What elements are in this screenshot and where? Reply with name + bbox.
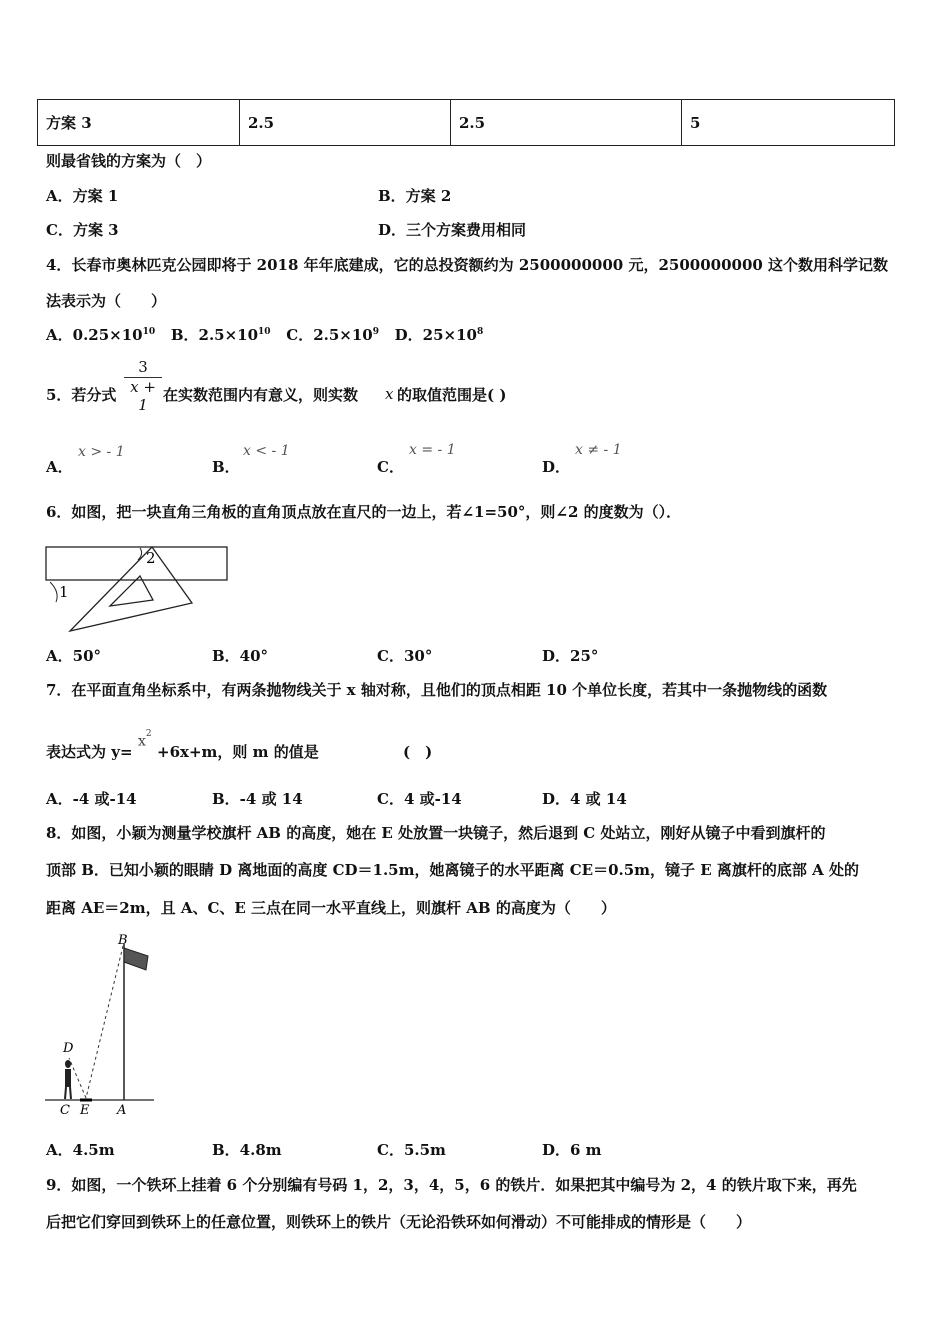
person-leg bbox=[70, 1087, 71, 1099]
q8-option-c: C．5.5m bbox=[377, 1141, 446, 1159]
q4-option-d: D．$25\times 10^8$ bbox=[394, 326, 484, 344]
table-cell: 2.5 bbox=[240, 100, 451, 146]
angle-1-label: 1 bbox=[59, 583, 69, 601]
q7-option-b: B．-4 或 14 bbox=[212, 790, 303, 808]
q5-numerator: 3 bbox=[124, 358, 162, 378]
label-e: E bbox=[80, 1103, 90, 1118]
q4-options bbox=[46, 324, 483, 345]
label-b: B bbox=[118, 933, 128, 948]
q7-option-d: D．4 或 14 bbox=[542, 790, 627, 808]
label-d: D bbox=[63, 1041, 74, 1056]
q6-question: 6．如图，把一块直角三角板的直角顶点放在直尺的一边上，若∠1=50°，则∠2 的度数为（）． bbox=[46, 503, 682, 521]
q8-line-2: 顶部 B．已知小颖的眼睛 D 离地面的高度 CD＝1.5m，她离镜子的水平距离 CE＝0.5m，镜子 E 离旗杆的底部 A 处的 bbox=[46, 861, 860, 879]
q5-denominator: x + 1 bbox=[130, 378, 156, 414]
q5-variable: x bbox=[385, 385, 394, 403]
label-a: A bbox=[117, 1103, 127, 1118]
q5-option-b-expr: x < - 1 bbox=[243, 443, 290, 459]
q5-option-d-expr: x ≠ - 1 bbox=[575, 442, 622, 458]
q6-option-c: C．30° bbox=[377, 647, 433, 665]
q7-option-c: C．4 或-14 bbox=[377, 790, 462, 808]
q3-option-b: B．方案 2 bbox=[378, 187, 452, 205]
q3-option-c: C．方案 3 bbox=[46, 221, 119, 239]
q9-line-2: 后把它们穿回到铁环上的任意位置，则铁环上的铁片（无论沿铁环如何滑动）不可能排成的情形是（ ） bbox=[46, 1213, 752, 1231]
q5-option-d-label: D． bbox=[542, 458, 571, 476]
q6-ruler-triangle-figure bbox=[40, 540, 240, 640]
q5-fraction bbox=[124, 358, 162, 414]
q8-flagpole-figure bbox=[40, 928, 165, 1120]
q3-option-d: D．三个方案费用相同 bbox=[378, 221, 527, 239]
q5-option-c-label: C． bbox=[377, 458, 404, 476]
q4-line-1: 4．长春市奥林匹克公园即将于 2018 年年底建成，它的总投资额约为 2500000000 元，2500000000 这个数用科学记数 bbox=[46, 256, 889, 274]
angle-2-label: 2 bbox=[146, 549, 156, 567]
q4-line-2: 法表示为（ ） bbox=[46, 292, 167, 310]
table-cell: 方案 3 bbox=[38, 100, 240, 146]
table-cell: 2.5 bbox=[451, 100, 682, 146]
q3-option-a: A．方案 1 bbox=[46, 187, 119, 205]
q5-mid: 在实数范围内有意义，则实数 bbox=[163, 386, 359, 404]
q5-option-b-label: B． bbox=[212, 458, 240, 476]
q4-option-c: C．$2.5\times 10^9$ bbox=[286, 326, 379, 344]
person-head bbox=[65, 1060, 71, 1068]
q5-option-a-expr: x > - 1 bbox=[78, 444, 125, 460]
q7-answer-paren: ( ) bbox=[403, 743, 433, 761]
table-cell: 5 bbox=[682, 100, 895, 146]
q8-option-a: A．4.5m bbox=[46, 1141, 115, 1159]
q8-option-d: D．6 m bbox=[542, 1141, 602, 1159]
triangle-outer-shape bbox=[70, 547, 192, 631]
q6-option-b: B．40° bbox=[212, 647, 269, 665]
q5-option-c-expr: x = - 1 bbox=[409, 442, 456, 458]
q7-x-base: x bbox=[138, 733, 146, 750]
sight-line-b-to-e bbox=[86, 946, 123, 1098]
q4-option-a: A．$0.25\times 10^{10}$ bbox=[46, 326, 156, 344]
sight-line-e-to-d bbox=[69, 1058, 86, 1098]
q7-line-2-post: +6x+m，则 m 的值是 bbox=[157, 743, 319, 761]
q6-option-a: A．50° bbox=[46, 647, 102, 665]
q5-option-a-label: A． bbox=[46, 458, 73, 476]
q3-question-tail: 则最省钱的方案为（ ） bbox=[46, 152, 212, 170]
q7-x-squared bbox=[138, 729, 152, 750]
flag-shape bbox=[124, 948, 148, 970]
q8-line-3: 距离 AE＝2m，且 A、C、E 三点在同一水平直线上，则旗杆 AB 的高度为（ ） bbox=[46, 899, 616, 917]
q8-line-1: 8．如图，小颖为测量学校旗杆 AB 的高度，她在 E 处放置一块镜子，然后退到 C 处站立，刚好从镜子中看到旗杆的 bbox=[46, 824, 826, 842]
q7-line-2-pre: 表达式为 y= bbox=[46, 743, 133, 761]
q7-x-exp: 2 bbox=[145, 729, 152, 739]
q7-option-a: A．-4 或-14 bbox=[46, 790, 137, 808]
q5-suffix: 的取值范围是( ) bbox=[397, 386, 507, 404]
q8-option-b: B．4.8m bbox=[212, 1141, 282, 1159]
q7-line-1: 7．在平面直角坐标系中，有两条抛物线关于 x 轴对称，且他们的顶点相距 10 个单位长度，若其中一条抛物线的函数 bbox=[46, 681, 828, 699]
angle-1-arc bbox=[50, 582, 57, 602]
q6-option-d: D．25° bbox=[542, 647, 599, 665]
plan-table bbox=[37, 99, 895, 146]
q5-prefix: 5．若分式 bbox=[46, 386, 117, 404]
table-row bbox=[38, 100, 895, 146]
person-leg bbox=[65, 1087, 66, 1099]
q9-line-1: 9．如图，一个铁环上挂着 6 个分别编有号码 1，2，3，4，5，6 的铁片．如果把其中编号为 2，4 的铁片取下来，再先 bbox=[46, 1176, 857, 1194]
person-body bbox=[65, 1069, 71, 1087]
label-c: C bbox=[60, 1103, 70, 1118]
q4-option-b: B．$2.5\times 10^{10}$ bbox=[170, 326, 271, 344]
